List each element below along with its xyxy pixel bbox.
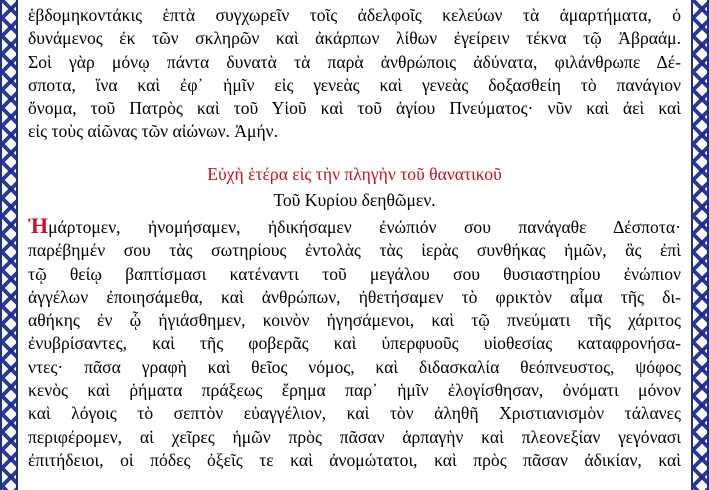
paragraph-2-line-1 <box>28 214 681 239</box>
prayer-heading: Εὐχὴ ἑτέρα εἰς τὴν πληγὴν τοῦ θανατικοῦ <box>207 164 502 184</box>
paragraph-2-line-8: κενὸς καὶ ῥήματα πράξεως ἔρημα παρ᾽ ἡμῖν ἐλογίσθησαν, ὀνόματι μόνον <box>28 380 681 401</box>
paragraph-2-line-11: ἐπιτήδειοι, οἱ πόδες ὀξεῖς τε καὶ ἀνομώτατοι, καὶ πρὸς πᾶσαν ἀδικίαν, καὶ <box>28 449 681 470</box>
paragraph-2-line-5: αθήκης ἐν ᾧ ἡγιάσθημεν, κοινὸν ἡγησάμενοι, καὶ τῷ πνεύματι τῆς χάριτος <box>28 310 681 331</box>
paragraph-2-line-10: περιφέρομεν, αἱ χεῖρες ἡμῶν πρὸς πᾶσαν ἁρπαγὴν καὶ πλεονεξίαν γεγόνασι <box>28 426 681 447</box>
paragraph-2-line-7: ντες· πᾶσα γραφὴ καὶ θεῖος νόμος, καὶ διδασκαλία θεόπνευστος, ψόφος <box>28 356 681 377</box>
paragraph-2-line-2: παρέβημέν σου τὰς σωτηρίους ἐντολὰς τὰς ἱερὰς συνθήκας ἡμῶν, ἃς ἐπὶ <box>28 240 681 261</box>
paragraph-1-line-5: ὄνομα, τοῦ Πατρὸς καὶ τοῦ Υἱοῦ καὶ τοῦ ἁγίου Πνεύματος· νῦν καὶ ἀεὶ καὶ <box>28 98 681 119</box>
right-ornamental-border <box>691 0 709 490</box>
prayer-subheading: Τοῦ Κυρίου δεηθῶμεν. <box>273 190 436 210</box>
paragraph-1-line-2: δυνάμενος ἐκ τῶν σκληρῶν καὶ ἀκάρπων λίθων ἐγείρειν τέκνα τῷ Ἀβραάμ. <box>28 28 681 49</box>
paragraph-2-line-1-text: μάρτομεν, ἠνομήσαμεν, ἠδικήσαμεν ἐνώπιόν σου πανάγαθε Δέσποτα· <box>48 217 681 237</box>
drop-cap-letter: Ἡ <box>28 214 49 238</box>
paragraph-2 <box>28 214 681 472</box>
paragraph-1-line-4: σποτα, ἵνα καὶ ἐφ᾽ ἡμῖν εἰς γενεὰς καὶ γενεὰς δοξασθείη τὸ πανάγιον <box>28 74 681 95</box>
paragraph-1-line-1: ἑβδομηκοντάκις ἑπτὰ συγχωρεῖν τοῖς ἀδελφοῖς κελεύων τὰ ἁμαρτήματα, ὁ <box>28 5 681 25</box>
paragraph-2-line-4: ἀγγέλων ἐποιησάμεθα, καὶ ἀνθρώπων, ἠθετήσαμεν τὸ φρικτὸν αἷμα τῆς δι- <box>28 286 681 307</box>
paragraph-1-line-3: Σοὶ γὰρ μόνῳ πάντα δυνατὰ τὰ παρὰ ἀνθρώποις ἀδύνατα, φιλάνθρωπε Δέ- <box>28 51 681 72</box>
paragraph-1 <box>28 4 681 144</box>
paragraph-2-line-6: ἐνυβρίσαντες, καὶ τῆς φοβερᾶς καὶ ὑπερφυοῦς υἱοθεσίας καταφρονήσα- <box>28 333 681 354</box>
page-content <box>28 0 681 490</box>
left-ornamental-border <box>0 0 18 490</box>
paragraph-2-line-9: καὶ λόγοις τὸ σεπτὸν εὐαγγέλιον, καὶ τὸν ἀληθῆ Χριστιανισμὸν τάλανες <box>28 403 681 424</box>
paragraph-1-line-6: εἰς τοὺς αἰῶνας τῶν αἰώνων. Ἀμήν. <box>28 121 279 142</box>
paragraph-2-line-3: τῷ θείῳ βαπτίσμασι κατέναντι τοῦ μεγάλου σου θυσιαστηρίου ἐνώπιον <box>28 263 681 284</box>
